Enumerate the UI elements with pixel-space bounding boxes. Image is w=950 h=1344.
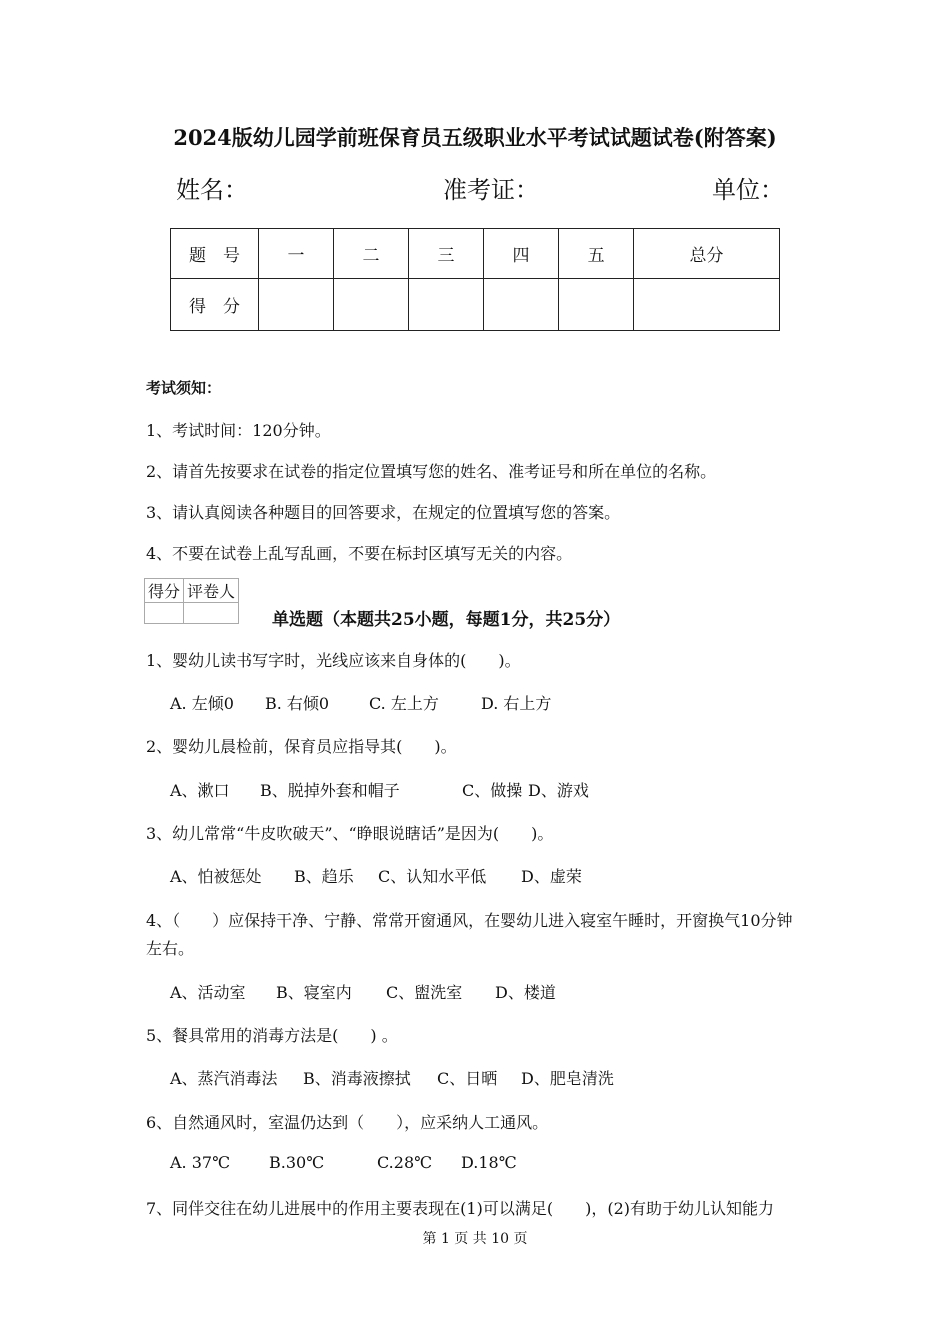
- question-text-continued: 左右。: [146, 939, 195, 958]
- option: D、楼道: [495, 983, 556, 1002]
- notice-item: 1、考试时间：120分钟。: [146, 421, 331, 440]
- notice-item: 4、不要在试卷上乱写乱画，不要在标封区填写无关的内容。: [146, 544, 573, 563]
- score-table-header-row: [171, 229, 780, 279]
- question-text: 3、幼儿常常“牛皮吹破天”、“睁眼说瞎话”是因为( )。: [146, 824, 554, 843]
- option: B.30℃: [269, 1153, 325, 1172]
- unit-field-label: 单位：: [712, 176, 784, 204]
- option: D.18℃: [461, 1153, 517, 1172]
- option: C、盥洗室: [386, 983, 463, 1002]
- score-header-cell: 四: [484, 229, 559, 279]
- score-cell: [634, 279, 780, 331]
- question-text: 5、餐具常用的消毒方法是( ) 。: [146, 1026, 398, 1045]
- score-header-cell: 二: [334, 229, 409, 279]
- score-header-cell: 三: [409, 229, 484, 279]
- question-text: 7、同伴交往在幼儿进展中的作用主要表现在(1)可以满足( )，(2)有助于幼儿认知能力: [146, 1199, 774, 1218]
- score-header-cell: 五: [559, 229, 634, 279]
- score-header-cell: 题 号: [171, 229, 259, 279]
- notice-item: 3、请认真阅读各种题目的回答要求，在规定的位置填写您的答案。: [146, 503, 621, 522]
- option: D、肥皂清洗: [521, 1069, 614, 1088]
- option: B. 右倾0: [265, 694, 330, 713]
- option: A. 左倾0: [170, 694, 234, 713]
- option: B、寝室内: [276, 983, 352, 1002]
- score-header-cell: 一: [259, 229, 334, 279]
- notice-item: 2、请首先按要求在试卷的指定位置填写您的姓名、准考证号和所在单位的名称。: [146, 462, 717, 481]
- question-options: [170, 1153, 517, 1172]
- question-options: [170, 778, 589, 801]
- exam-id-field-label: 准考证：: [443, 176, 539, 204]
- grader-reviewer-cell: [184, 603, 239, 624]
- question-options: [170, 691, 551, 714]
- option: A、活动室: [170, 983, 246, 1002]
- score-table: [170, 228, 780, 331]
- option: C、日晒: [437, 1069, 498, 1088]
- notice-heading: 考试须知：: [146, 379, 222, 397]
- option: C、认知水平低: [378, 867, 487, 886]
- option: B、脱掉外套和帽子: [260, 781, 400, 800]
- question-options: [170, 1066, 614, 1089]
- question-options: [170, 864, 582, 887]
- question-text: 6、自然通风时，室温仍达到（ ），应采纳人工通风。: [146, 1113, 549, 1132]
- question-text: 1、婴幼儿读书写字时，光线应该来自身体的( )。: [146, 651, 521, 670]
- score-row-label: 得 分: [171, 279, 259, 331]
- question-options: [170, 980, 556, 1003]
- score-header-cell: 总分: [634, 229, 780, 279]
- score-cell: [559, 279, 634, 331]
- option: C、做操: [462, 781, 523, 800]
- page-footer: 第 1 页 共 10 页: [422, 1231, 528, 1247]
- grader-score-cell: [145, 603, 184, 624]
- option: A、蒸汽消毒法: [170, 1069, 278, 1088]
- score-cell: [259, 279, 334, 331]
- option: D、游戏: [528, 781, 589, 800]
- score-cell: [484, 279, 559, 331]
- option: A、怕被惩处: [170, 867, 262, 886]
- option: B、趋乐: [294, 867, 354, 886]
- option: C.28℃: [377, 1153, 433, 1172]
- grader-score-label: 得分: [145, 579, 184, 603]
- option: C. 左上方: [369, 694, 439, 713]
- option: A. 37℃: [170, 1153, 230, 1172]
- score-cell: [334, 279, 409, 331]
- question-text: 4、（ ）应保持干净、宁静、常常开窗通风，在婴幼儿进入寝室午睡时，开窗换气10分钟: [146, 911, 793, 930]
- grader-reviewer-label: 评卷人: [184, 579, 239, 603]
- question-text: 2、婴幼儿晨检前，保育员应指导其( )。: [146, 737, 457, 756]
- option: D、虚荣: [521, 867, 582, 886]
- score-table-score-row: [171, 279, 780, 331]
- score-cell: [409, 279, 484, 331]
- option: D. 右上方: [481, 694, 552, 713]
- name-field-label: 姓名：: [176, 176, 248, 204]
- option: B、消毒液擦拭: [303, 1069, 411, 1088]
- grader-box: [144, 578, 239, 624]
- option: A、漱口: [170, 781, 230, 800]
- section-title: 单选题（本题共25小题，每题1分，共25分）: [272, 610, 621, 630]
- page-title: 2024版幼儿园学前班保育员五级职业水平考试试题试卷(附答案): [173, 125, 777, 150]
